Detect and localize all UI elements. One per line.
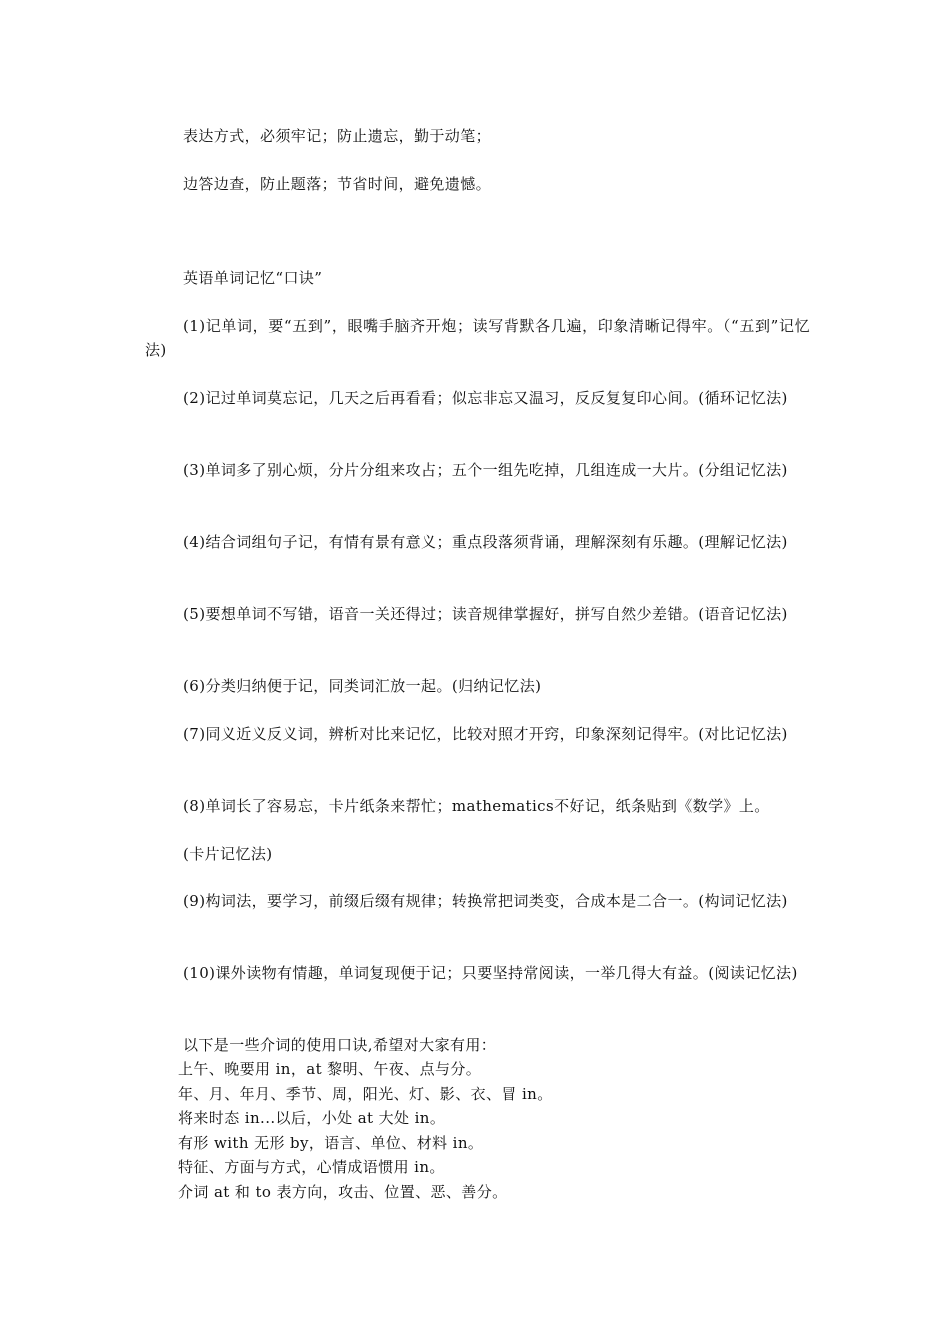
mnemonic-item-5: (5)要想单词不写错，语音一关还得过；读音规律掌握好，拼写自然少差错。(语音记忆法) bbox=[183, 605, 788, 623]
mnemonic-item-10: (10)课外读物有情趣，单词复现便于记；只要坚持常阅读，一举几得大有益。(阅读记忆法) bbox=[183, 964, 798, 982]
mnemonic-item-9: (9)构词法，要学习，前缀后缀有规律；转换常把词类变，合成本是二合一。(构词记忆法) bbox=[183, 892, 788, 910]
mnemonic-item-4: (4)结合词组句子记，有情有景有意义；重点段落须背诵，理解深刻有乐趣。(理解记忆法) bbox=[183, 533, 788, 551]
preposition-line-3: 将来时态 in...以后，小处 at 大处 in。 bbox=[178, 1109, 446, 1127]
mnemonic-item-3: (3)单词多了别心烦，分片分组来攻占；五个一组先吃掉，几组连成一大片。(分组记忆法) bbox=[183, 461, 788, 479]
mnemonic-item-8: (8)单词长了容易忘，卡片纸条来帮忙；mathematics不好记，纸条贴到《数学》上。 bbox=[183, 797, 770, 815]
mnemonic-item-6: (6)分类归纳便于记，同类词汇放一起。(归纳记忆法) bbox=[183, 677, 542, 695]
mnemonic-item-7: (7)同义近义反义词，辨析对比来记忆，比较对照才开窍，印象深刻记得牢。(对比记忆法) bbox=[183, 725, 788, 743]
mnemonic-item-2: (2)记过单词莫忘记，几天之后再看看；似忘非忘又温习，反反复复印心间。(循环记忆法) bbox=[183, 389, 788, 407]
section-title: 英语单词记忆“口诀” bbox=[183, 269, 323, 287]
mnemonic-item-8-note: (卡片记忆法) bbox=[183, 845, 273, 863]
preposition-line-2: 年、月、年月、季节、周，阳光、灯、影、衣、冒 in。 bbox=[178, 1085, 553, 1103]
mnemonic-item-1: (1)记单词，要“五到”，眼嘴手脑齐开炮；读写背默各几遍，印象清晰记得牢。（“五到”记忆法) bbox=[145, 317, 810, 359]
preposition-line-6: 介词 at 和 to 表方向，攻击、位置、恶、善分。 bbox=[178, 1183, 508, 1201]
preposition-line-5: 特征、方面与方式，心情成语惯用 in。 bbox=[178, 1158, 445, 1176]
preposition-line-1: 上午、晚要用 in，at 黎明、午夜、点与分。 bbox=[178, 1060, 482, 1078]
intro-line-2: 边答边查，防止题落；节省时间，避免遗憾。 bbox=[183, 175, 492, 193]
intro-line-1: 表达方式，必须牢记；防止遗忘，勤于动笔； bbox=[183, 127, 492, 145]
preposition-line-4: 有形 with 无形 by，语言、单位、材料 in。 bbox=[178, 1134, 484, 1152]
prepositions-intro: 以下是一些介词的使用口诀,希望对大家有用： bbox=[183, 1036, 497, 1054]
